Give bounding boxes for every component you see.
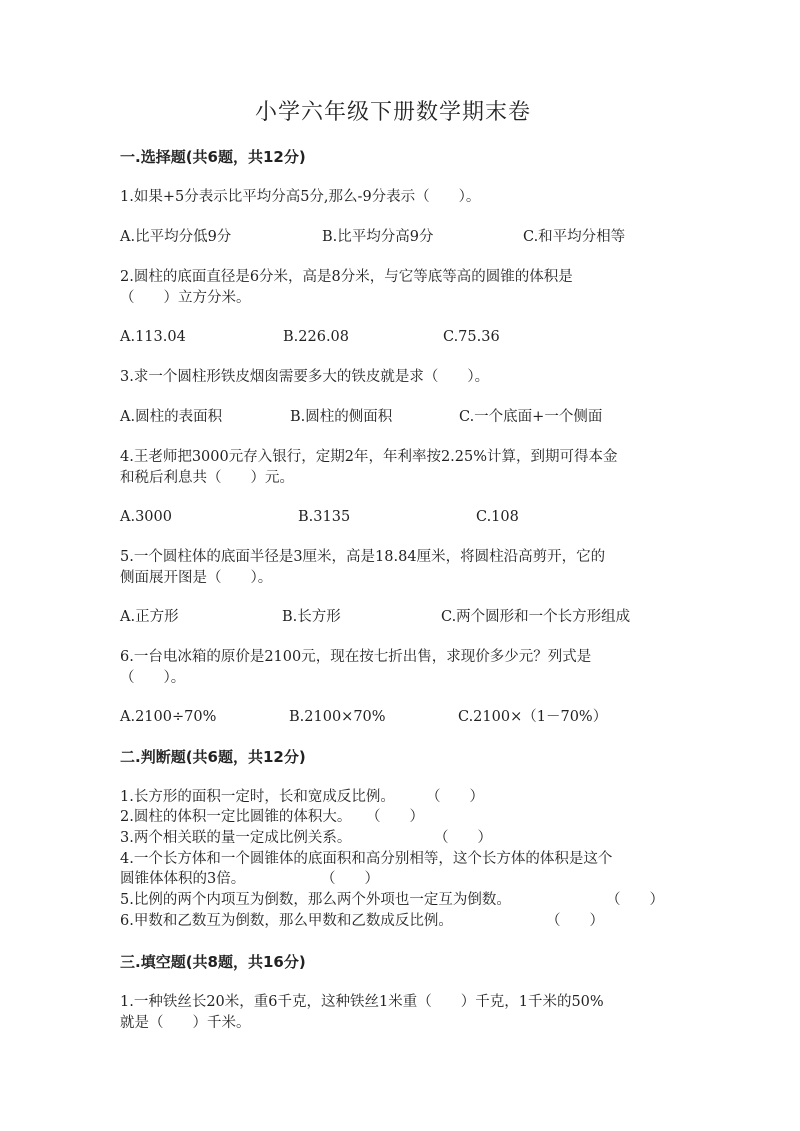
option-b: B.226.08 — [283, 329, 350, 345]
question-text-continued: （ ）立方分米。 — [120, 290, 251, 306]
judgment-item: 1.长方形的面积一定时，长和宽成反比例。 — [120, 789, 395, 805]
question-text: 1.如果+5分表示比平均分高5分,那么-9分表示（ ）。 — [120, 189, 481, 205]
option-a: A.圆柱的表面积 — [120, 409, 223, 425]
question-text-continued: 和税后利息共（ ）元。 — [120, 470, 294, 486]
option-a: A.3000 — [120, 509, 172, 525]
question-text-continued: 侧面展开图是（ ）。 — [120, 570, 273, 586]
section-heading-choice: 一.选择题(共6题，共12分) — [120, 148, 306, 166]
question-text-continued: （ ）。 — [120, 670, 186, 686]
option-b: B.3135 — [298, 509, 351, 525]
question-text: 2.圆柱的底面直径是6分米，高是8分米，与它等底等高的圆锥的体积是 — [120, 269, 573, 285]
question-text: 1.一种铁丝长20米，重6千克，这种铁丝1米重（ ）千克，1千米的50% — [120, 994, 604, 1010]
option-c: C.2100×（1－70%） — [458, 709, 608, 725]
judgment-item: 5.比例的两个内项互为倒数，那么两个外项也一定互为倒数。 — [120, 892, 511, 908]
answer-bracket: （ ） — [366, 809, 424, 825]
option-b: B.比平均分高9分 — [322, 229, 434, 245]
option-a: A.正方形 — [120, 609, 179, 625]
judgment-item: 2.圆柱的体积一定比圆锥的体积大。 — [120, 809, 352, 825]
section-heading-fill-in: 三.填空题(共8题，共16分) — [120, 953, 306, 971]
answer-bracket: （ ） — [546, 913, 604, 929]
option-a: A.113.04 — [120, 329, 186, 345]
judgment-item-continued: 圆锥体体积的3倍。 — [120, 871, 246, 887]
option-b: B.圆柱的侧面积 — [290, 409, 393, 425]
judgment-item: 3.两个相关联的量一定成比例关系。 — [120, 830, 352, 846]
option-c: C.75.36 — [443, 329, 500, 345]
answer-bracket: （ ） — [434, 830, 492, 846]
option-b: B.2100×70% — [289, 709, 386, 725]
option-c: C.和平均分相等 — [523, 229, 626, 245]
option-a: A.2100÷70% — [120, 709, 217, 725]
option-b: B.长方形 — [282, 609, 341, 625]
judgment-item: 6.甲数和乙数互为倒数，那么甲数和乙数成反比例。 — [120, 913, 453, 929]
answer-bracket: （ ） — [426, 789, 484, 805]
section-heading-judgment: 二.判断题(共6题，共12分) — [120, 748, 306, 766]
option-a: A.比平均分低9分 — [120, 229, 232, 245]
question-text: 4.王老师把3000元存入银行，定期2年，年利率按2.25%计算，到期可得本金 — [120, 449, 618, 465]
judgment-item: 4.一个长方体和一个圆锥体的底面积和高分别相等，这个长方体的体积是这个 — [120, 851, 613, 867]
page-title: 小学六年级下册数学期末卷 — [255, 100, 532, 125]
option-c: C.一个底面+一个侧面 — [459, 409, 603, 425]
question-text: 5.一个圆柱体的底面半径是3厘米，高是18.84厘米，将圆柱沿高剪开，它的 — [120, 549, 606, 565]
question-text: 3.求一个圆柱形铁皮烟囱需要多大的铁皮就是求（ ）。 — [120, 369, 490, 385]
option-c: C.两个圆形和一个长方形组成 — [441, 609, 631, 625]
option-c: C.108 — [476, 509, 519, 525]
answer-bracket: （ ） — [606, 892, 664, 908]
answer-bracket: （ ） — [321, 871, 379, 887]
question-text: 6.一台电冰箱的原价是2100元，现在按七折出售，求现价多少元？列式是 — [120, 649, 592, 665]
question-text-continued: 就是（ ）千米。 — [120, 1015, 251, 1031]
